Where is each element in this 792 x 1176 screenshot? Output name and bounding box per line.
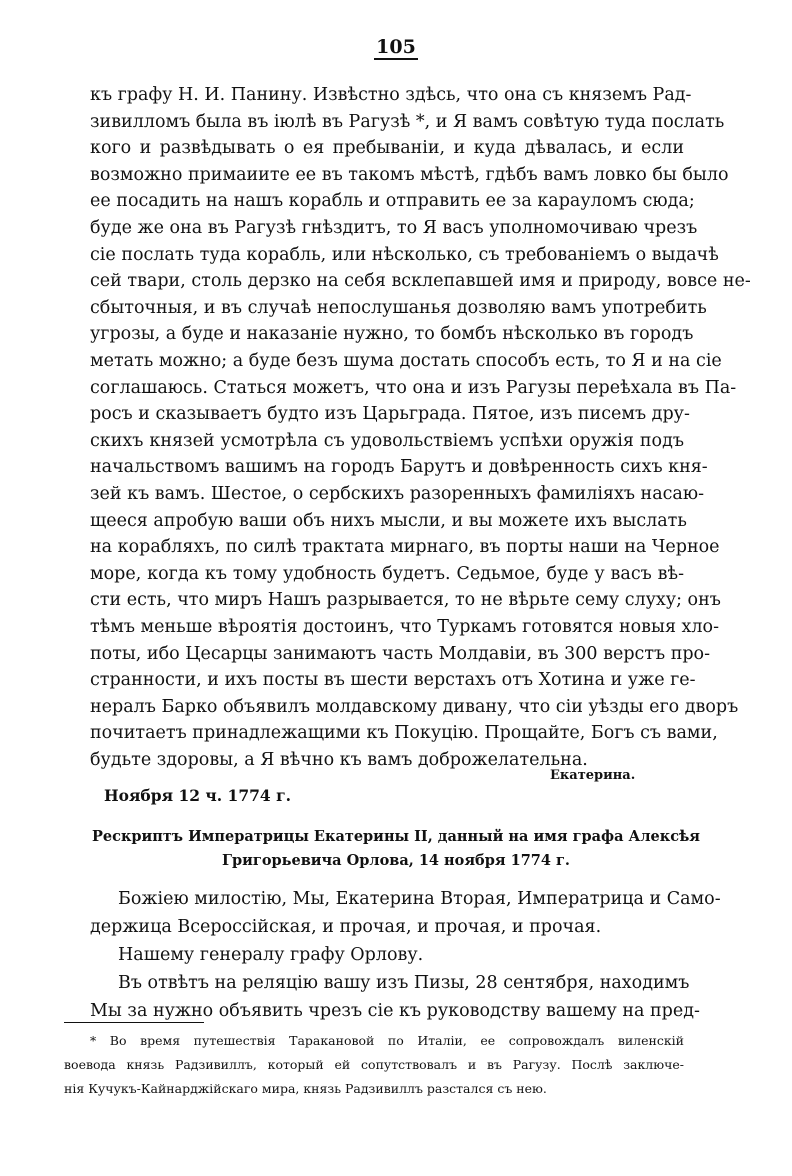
- letter-date: Ноября 12 ч. 1774 г.: [104, 786, 291, 805]
- letter-line: зивилломъ была въ іюлѣ въ Рагузѣ *, и Я вамъ совѣтую туда послать: [90, 111, 725, 132]
- letter-line: сей твари, столь дерзко на себя всклепавшей имя и природу, вовсе не-: [90, 271, 751, 292]
- rescript-line: держица Всероссійская, и прочая, и прочая, и прочая.: [90, 917, 602, 937]
- letter-line: метать можно; а буде безъ шума достать способъ есть, то Я и на сіе: [90, 351, 722, 371]
- letter-line: угрозы, а буде и наказаніе нужно, то бомбъ нѣсколько въ городъ: [90, 324, 694, 345]
- letter-line: сіе послать туда корабль, или нѣсколько, съ требованіемъ о выдачѣ: [90, 244, 719, 265]
- letter-line: поты, ибо Цесарцы занимаютъ часть Молдавіи, въ 300 верстъ про-: [90, 643, 711, 664]
- letter-line: щееся апробую ваши объ нихъ мысли, и вы можете ихъ выслать: [90, 510, 687, 531]
- rescript-title-line: Рескриптъ Императрицы Екатерины II, данный на имя графа Алексѣя: [91, 828, 700, 845]
- footnote-line: воевода князь Радзивиллъ, который ей сопутствовалъ и въ Рагузу. Послѣ заключе-: [64, 1057, 684, 1072]
- letter-line: на корабляхъ, по силѣ трактата мирнаго, въ порты наши на Черное: [90, 537, 720, 558]
- signature: Екатерина.: [550, 768, 636, 783]
- rescript-title-line: Григорьевича Орлова, 14 ноября 1774 г.: [222, 852, 570, 869]
- letter-line: скихъ князей усмотрѣла съ удовольствіемъ успѣхи оружія подъ: [90, 430, 684, 451]
- footnote-line: нія Кучукъ-Кайнарджійскаго мира, князь Радзивиллъ разстался съ нею.: [64, 1081, 547, 1096]
- letter-line: странности, и ихъ посты въ шести верстахъ отъ Хотина и уже ге-: [90, 670, 696, 691]
- letter-line: соглашаюсь. Статься можетъ, что она и изъ Рагузы переѣхала въ Па-: [90, 377, 737, 398]
- letter-line: тѣмъ меньше вѣроятія достоинъ, что Туркамъ готовятся новыя хло-: [90, 617, 719, 637]
- letter-line: къ графу Н. И. Панину. Извѣстно здѣсь, что она съ княземъ Рад-: [90, 85, 692, 105]
- footnote-line: * Во время путешествія Таракановой по Италіи, ее сопровождалъ виленскій: [90, 1033, 684, 1048]
- footnote-divider: [64, 1022, 204, 1023]
- rescript-line: Мы за нужно объявить чрезъ сіе къ руководству вашему на пред-: [90, 1001, 700, 1021]
- letter-line: сти есть, что миръ Нашъ разрывается, то не вѣрьте сему слуху; онъ: [90, 590, 721, 611]
- letter-line: море, когда къ тому удобность будетъ. Седьмое, буде у васъ вѣ-: [90, 563, 684, 584]
- letter-line: росъ и сказываетъ будто изъ Царьграда. Пятое, изъ писемъ дру-: [90, 404, 690, 425]
- letter-line: начальствомъ вашимъ на городъ Барутъ и довѣренность сихъ кня-: [90, 457, 708, 478]
- letter-line: возможно примаиите ее въ такомъ мѣстѣ, гдѣбъ вамъ ловко бы было: [90, 164, 729, 185]
- letter-line: будьте здоровы, а Я вѣчно къ вамъ доброжелательна.: [90, 750, 588, 770]
- letter-line: сбыточныя, и въ случаѣ непослушанья дозволяю вамъ употребить: [90, 297, 707, 318]
- letter-line: почитаетъ принадлежащими къ Покуцію. Прощайте, Богъ съ вами,: [90, 723, 718, 744]
- page-number: 105: [376, 36, 416, 58]
- rescript-line: Божіею милостію, Мы, Екатерина Вторая, Императрица и Само-: [118, 889, 721, 909]
- letter-line: ее посадить на нашъ корабль и отправить ее за карауломъ сюда;: [90, 191, 695, 212]
- rescript-line: Въ отвѣтъ на реляцію вашу изъ Пизы, 28 сентября, находимъ: [118, 973, 690, 993]
- rescript-line: Нашему генералу графу Орлову.: [118, 945, 424, 965]
- letter-line: зей къ вамъ. Шестое, о сербскихъ разоренныхъ фамиліяхъ насаю-: [90, 484, 705, 504]
- letter-line: буде же она въ Рагузѣ гнѣздитъ, то Я васъ уполномочиваю чрезъ: [90, 218, 698, 238]
- letter-line: нералъ Барко объявилъ молдавскому дивану, что сіи уѣзды его дворъ: [90, 696, 739, 717]
- letter-line: кого и развѣдывать о ея пребываніи, и куда дѣвалась, и если: [90, 138, 684, 159]
